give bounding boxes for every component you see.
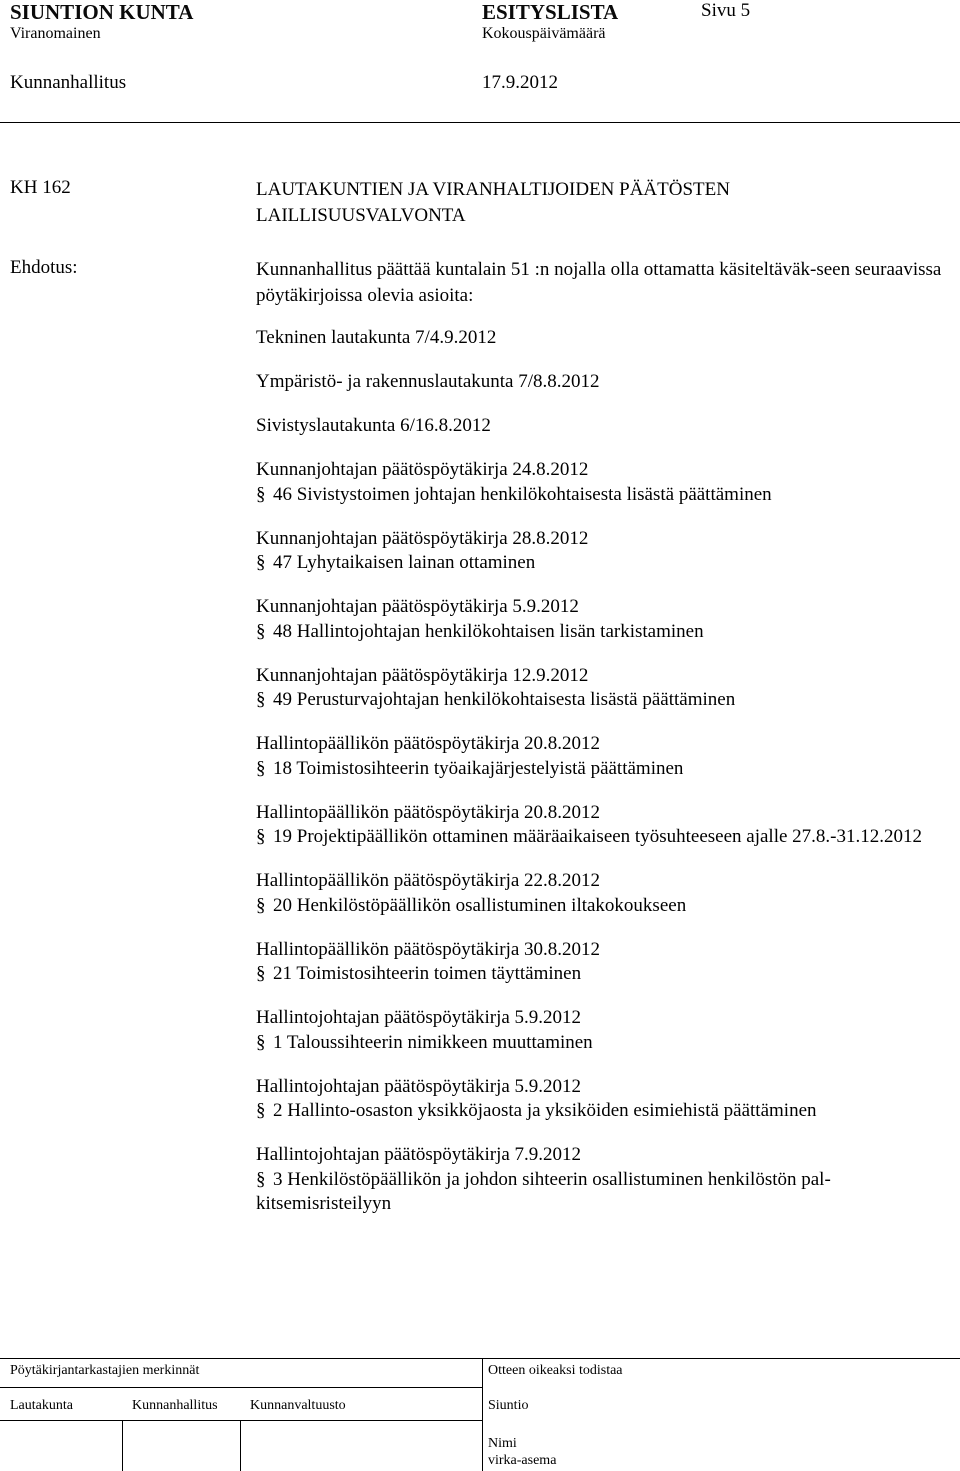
entry-heading: Hallintopäällikön päätöspöytäkirja 30.8.2012 <box>256 938 601 960</box>
entry-item <box>256 1168 946 1217</box>
footer-name-label: Nimi <box>488 1436 517 1451</box>
footer-row-divider <box>0 1420 482 1421</box>
entry-heading: Hallintojohtajan päätöspöytäkirja 7.9.2012 <box>256 1144 582 1165</box>
minutes-entry <box>256 595 946 644</box>
footer-row-divider <box>0 1387 482 1388</box>
entry-item-text: 47 Lyhytaikaisen lainan ottaminen <box>273 552 536 573</box>
entry-item <box>256 483 946 508</box>
section-sign-icon: § <box>256 894 266 916</box>
entry-heading: Ympäristö- ja rakennuslautakunta 7/8.8.2012 <box>256 371 600 392</box>
minutes-entry <box>256 869 946 918</box>
header-divider <box>0 122 960 123</box>
section-sign-icon: § <box>256 689 266 710</box>
date-label: Kokouspäivämäärä <box>482 25 606 42</box>
entry-item-text: 20 Henkilöstöpäällikön osallistuminen iltakokoukseen <box>273 894 687 916</box>
entry-item <box>256 962 946 987</box>
entry-item <box>256 1099 946 1124</box>
entry-item-text: 46 Sivistystoimen johtajan henkilökohtaisesta lisästä päättäminen <box>273 483 772 505</box>
section-sign-icon: § <box>256 483 266 505</box>
entry-item <box>256 688 946 713</box>
case-title: LAUTAKUNTIEN JA VIRANHALTIJOIDEN PÄÄTÖSTEN LAILLISUUSVALVONTA <box>256 179 730 226</box>
footer-col-kunnanhallitus: Kunnanhallitus <box>132 1398 218 1413</box>
section-sign-icon: § <box>256 1031 266 1053</box>
authority-label: Viranomainen <box>10 25 101 42</box>
case-number: KH 162 <box>10 177 71 198</box>
minutes-entry <box>256 732 946 781</box>
entry-item <box>256 1031 946 1056</box>
footer-divider <box>0 1358 960 1359</box>
minutes-entry <box>256 370 946 395</box>
section-sign-icon: § <box>256 620 266 642</box>
minutes-entry <box>256 1143 946 1217</box>
checkers-label: Pöytäkirjantarkastajien merkinnät <box>10 1363 200 1378</box>
footer-col-divider <box>240 1420 241 1471</box>
entry-heading: Hallintojohtajan päätöspöytäkirja 5.9.2012 <box>256 1007 582 1028</box>
authority-name: Kunnanhallitus <box>10 72 127 93</box>
entry-heading: Kunnanjohtajan päätöspöytäkirja 12.9.2012 <box>256 664 589 686</box>
entry-heading: Kunnanjohtajan päätöspöytäkirja 5.9.2012 <box>256 596 579 617</box>
entry-heading: Hallintojohtajan päätöspöytäkirja 5.9.2012 <box>256 1075 582 1097</box>
entry-item-text: 19 Projektipäällikön ottaminen määräaikaiseen työsuhteeseen ajalle 27.8.-31.12.2012 <box>273 826 922 847</box>
entry-heading: Sivistyslautakunta 6/16.8.2012 <box>256 415 491 436</box>
section-sign-icon: § <box>256 552 266 573</box>
entry-heading: Kunnanjohtajan päätöspöytäkirja 24.8.2012 <box>256 459 589 480</box>
entry-heading: Hallintopäällikön päätöspöytäkirja 22.8.2012 <box>256 870 601 891</box>
minutes-entry <box>256 1075 946 1124</box>
organization-name: SIUNTION KUNTA <box>10 0 194 24</box>
document-type: ESITYSLISTA <box>482 0 619 24</box>
proposal-text: Kunnanhallitus päättää kuntalain 51 :n nojalla olla ottamatta käsiteltäväk-seen seuraavissa pöytäkirjoissa olevia asioita: <box>256 259 942 306</box>
footer-vertical-divider <box>482 1358 483 1471</box>
minutes-entry <box>256 664 946 713</box>
entry-heading: Tekninen lautakunta 7/4.9.2012 <box>256 327 497 348</box>
entry-item <box>256 757 946 782</box>
section-sign-icon: § <box>256 757 266 779</box>
minutes-entry <box>256 458 946 507</box>
minutes-entry <box>256 1006 946 1055</box>
entry-heading: Hallintopäällikön päätöspöytäkirja 20.8.2012 <box>256 733 601 754</box>
minutes-entry <box>256 801 946 850</box>
entry-item <box>256 620 946 645</box>
proposal-label: Ehdotus: <box>10 257 78 278</box>
entry-item-text: 21 Toimistosihteerin toimen täyttäminen <box>273 963 582 984</box>
entry-item <box>256 825 946 850</box>
minutes-entry <box>256 326 946 351</box>
footer-place: Siuntio <box>488 1398 529 1413</box>
entry-item <box>256 894 946 919</box>
minutes-entry <box>256 938 946 987</box>
meeting-date: 17.9.2012 <box>482 72 558 93</box>
minutes-list <box>256 326 946 1236</box>
section-sign-icon: § <box>256 1100 266 1121</box>
section-sign-icon: § <box>256 963 266 984</box>
entry-item-text: 49 Perusturvajohtajan henkilökohtaisesta lisästä päättäminen <box>273 689 736 710</box>
minutes-entry <box>256 414 946 439</box>
minutes-entry <box>256 527 946 576</box>
section-sign-icon: § <box>256 826 266 847</box>
entry-item <box>256 551 946 576</box>
entry-item-text: 18 Toimistosihteerin työaikajärjestelyistä päättäminen <box>273 757 684 779</box>
footer-col-lautakunta: Lautakunta <box>10 1398 73 1413</box>
entry-item-text: 2 Hallinto-osaston yksikköjaosta ja yksiköiden esimiehistä päättäminen <box>273 1100 817 1121</box>
entry-item-text: 3 Henkilöstöpäällikön ja johdon sihteerin osallistuminen henkilöstön pal-kitsemisristeilyyn <box>256 1168 831 1214</box>
certified-label: Otteen oikeaksi todistaa <box>488 1363 623 1378</box>
entry-item-text: 48 Hallintojohtajan henkilökohtaisen lisän tarkistaminen <box>273 620 704 642</box>
entry-item-text: 1 Taloussihteerin nimikkeen muuttaminen <box>273 1031 593 1053</box>
footer-col-divider <box>122 1420 123 1471</box>
section-sign-icon: § <box>256 1168 266 1190</box>
page-number: Sivu 5 <box>701 0 751 21</box>
footer-title-label: virka-asema <box>488 1453 557 1468</box>
footer-col-kunnanvaltuusto: Kunnanvaltuusto <box>250 1398 346 1413</box>
entry-heading: Kunnanjohtajan päätöspöytäkirja 28.8.2012 <box>256 527 589 549</box>
entry-heading: Hallintopäällikön päätöspöytäkirja 20.8.2012 <box>256 801 601 823</box>
